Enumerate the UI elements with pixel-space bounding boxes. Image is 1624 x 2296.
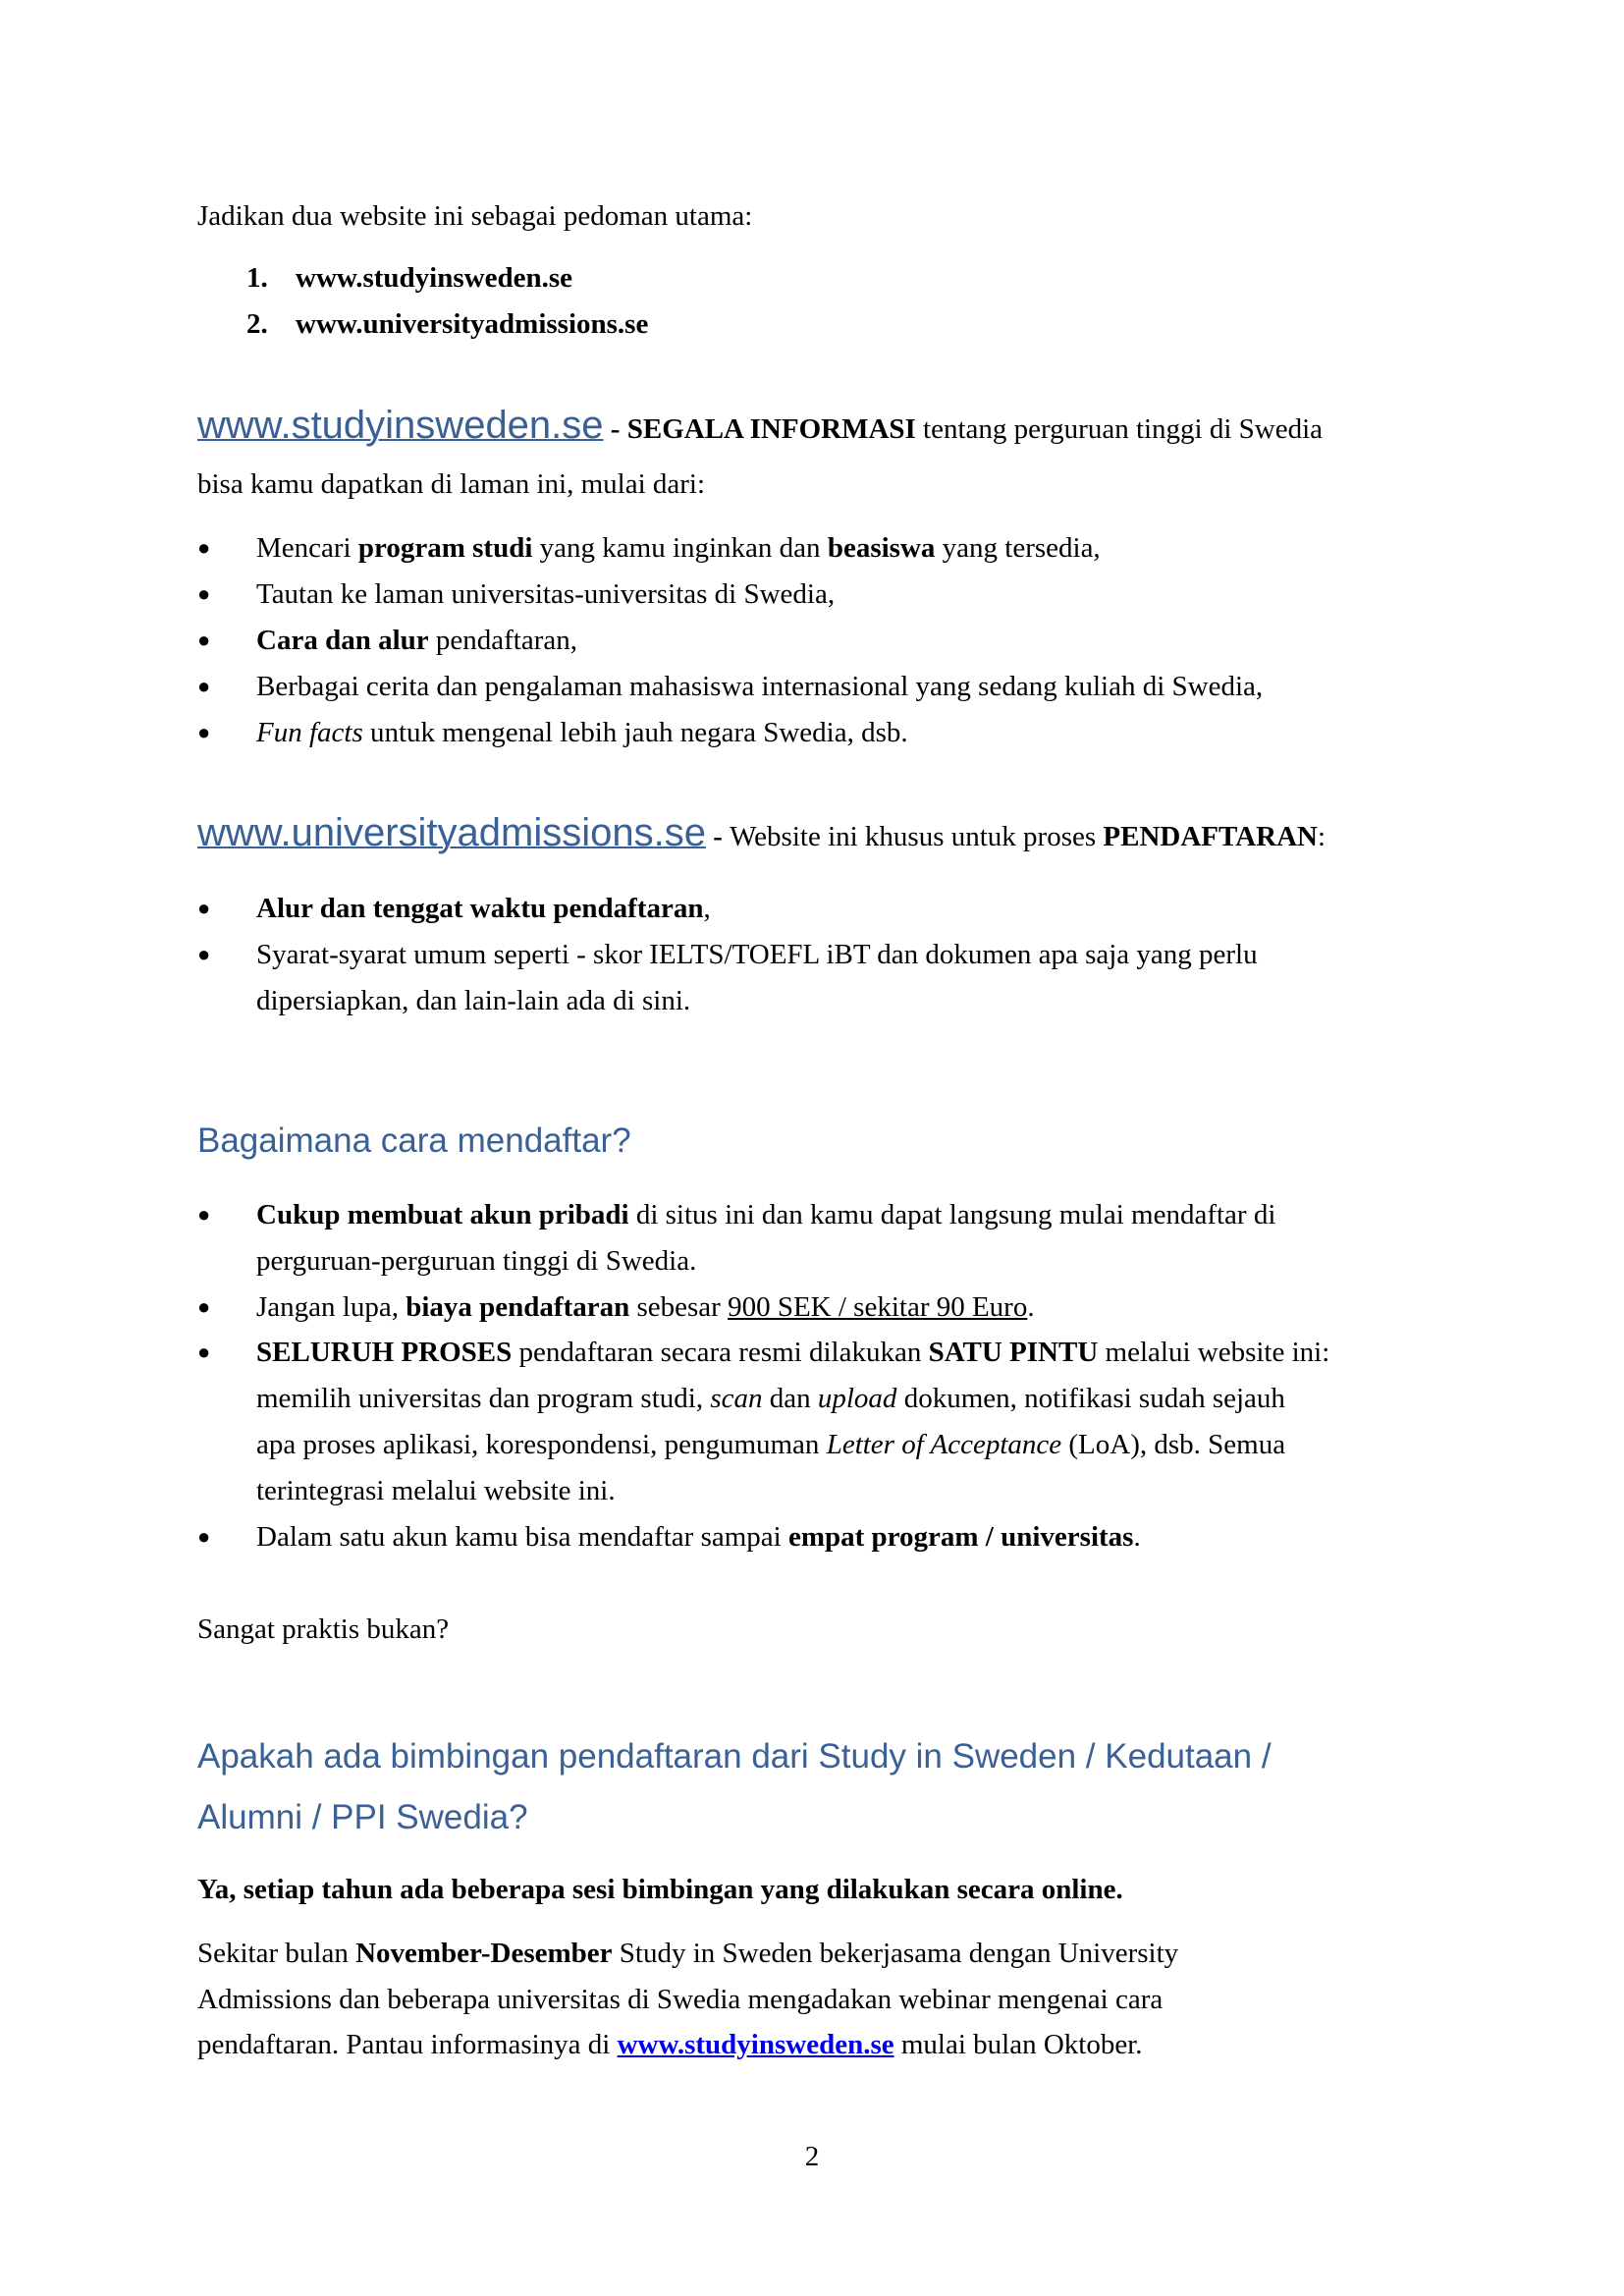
text-run: 900 SEK / sekitar 90 Euro [728,1290,1028,1323]
text-run: SEGALA INFORMASI [626,413,916,445]
bullet-icon: ● [197,942,211,966]
text-run: . [1133,1520,1141,1553]
bullet-item [256,1287,1035,1327]
text-run: (LoA), dsb. Semua [1061,1429,1286,1460]
website-link[interactable]: www.studyinsweden.se [197,404,604,447]
bullet-icon: ● [197,1523,211,1549]
text-run: apa proses aplikasi, korespondensi, pengumuman [256,1429,827,1460]
text-run: SELURUH PROSES [256,1337,513,1369]
text-run: : [1317,821,1326,852]
text-run: Sekitar bulan [197,1938,356,1969]
text-run: sebesar [629,1290,729,1323]
bullet-item [256,1517,1141,1557]
text-run: Syarat-syarat umum seperti - skor IELTS/TOEFL iBT dan dokumen apa saja yang perlu [256,939,1258,970]
list-number: 1. [246,262,268,294]
text-run: www.universityadmissions.se [296,308,649,340]
text-run: mulai bulan Oktober. [893,2029,1143,2060]
text-run: Ya, setiap tahun ada beberapa sesi bimbingan yang dilakukan secara online. [197,1874,1123,1905]
numbered-item [296,304,648,344]
bullet-item [256,935,1258,974]
heading-how-to-apply: Bagaimana cara mendaftar? [197,1121,631,1160]
text-run: dokumen, notifikasi sudah sejauh [896,1383,1285,1415]
bullet-item [256,1241,696,1281]
text-run: www.studyinsweden.se [296,262,572,294]
text-run: terintegrasi melalui website ini. [256,1474,616,1506]
text-run: Letter of Acceptance [826,1429,1062,1460]
heading-guidance-line-1: Apakah ada bimbingan pendaftaran dari Study in Sweden / Kedutaan / [197,1737,1272,1776]
text-run: Website ini khusus untuk proses [730,821,1104,852]
text-run: - [705,821,731,852]
text-run: program studi [357,532,533,564]
text-run: dipersiapkan, dan lain-lain ada di sini. [256,985,691,1016]
text-run: Alur dan tenggat waktu pendaftaran [256,893,704,924]
intro-text [197,196,752,236]
text-run: memilih universitas dan program studi, [256,1383,711,1415]
text-run: , [703,893,711,924]
text-run: empat program / universitas [787,1520,1134,1553]
bullet-item [256,981,690,1020]
text-run: SATU PINTU [928,1337,1099,1369]
heading-guidance-line-2: Alumni / PPI Swedia? [197,1798,528,1836]
page-number: 2 [804,2141,820,2172]
website-link[interactable]: www.studyinsweden.se [617,2029,894,2060]
bullet-item [256,1379,1285,1418]
text-run: di situs ini dan kamu dapat langsung mulai mendaftar di [628,1199,1276,1230]
text-run: Mencari [256,532,358,564]
text-run: Jangan lupa, [256,1290,406,1323]
text-run: November-Desember [355,1938,613,1969]
text-run: bisa kamu dapatkan di laman ini, mulai dari: [197,468,706,500]
text-run: Admissions dan beberapa universitas di Swedia mengadakan webinar mengenai cara [197,1983,1164,2015]
bullet-icon: ● [197,674,211,698]
list-number: 2. [246,308,268,340]
text-run: Berbagai cerita dan pengalaman mahasiswa internasional yang sedang kuliah di Swedia, [256,671,1264,702]
section-studyinsweden-cont [197,465,705,504]
text-run: . [1027,1290,1035,1323]
bullet-item [256,621,577,660]
bullet-item [256,574,835,614]
bullet-icon: ● [197,1339,211,1365]
text-run: Study in Sweden bekerjasama dengan University [612,1938,1179,1969]
guidance-answer [197,1870,1123,1909]
section-universityadmissions-intro [197,813,1326,856]
bullet-item [256,713,908,752]
text-run: untuk mengenal lebih jauh negara Swedia, dsb. [362,717,908,748]
guidance-text [197,2025,1143,2064]
bullet-item [256,889,711,928]
text-run: Jadikan dua website ini sebagai pedoman utama: [197,200,753,232]
text-run: yang tersedia, [935,532,1101,564]
website-link[interactable]: www.universityadmissions.se [197,811,706,854]
text-run: dan [762,1383,818,1415]
bullet-item [256,1333,1329,1372]
text-run: scan [710,1383,763,1415]
text-run: melalui website ini: [1098,1337,1330,1369]
section-studyinsweden-intro [197,406,1323,449]
text-run: Cara dan alur [256,625,429,656]
bullet-item [256,1425,1285,1464]
text-run: - [603,413,627,445]
bullet-item [256,667,1263,706]
bullet-icon: ● [197,628,211,652]
guidance-text [197,1980,1163,2019]
bullet-icon: ● [197,535,211,560]
text-run: PENDAFTARAN [1103,821,1318,852]
text-run: pendaftaran. Pantau informasinya di [197,2029,618,2060]
bullet-item [256,528,1101,568]
bullet-icon: ● [197,1202,211,1227]
bullet-icon: ● [197,720,211,744]
closing-question [197,1610,449,1649]
text-run: perguruan-perguruan tinggi di Swedia. [256,1244,697,1277]
text-run: upload [817,1383,897,1415]
text-run: Sangat praktis bukan? [197,1613,450,1645]
bullet-item [256,1195,1275,1234]
guidance-text [197,1934,1178,1973]
text-run: Tautan ke laman universitas-universitas di Swedia, [256,578,836,610]
text-run: Fun facts [256,717,363,748]
text-run: pendaftaran secara resmi dilakukan [512,1337,929,1369]
text-run: beasiswa [827,532,936,564]
bullet-item [256,1471,616,1510]
bullet-icon: ● [197,896,211,920]
text-run: pendaftaran, [428,625,577,656]
text-run: Dalam satu akun kamu bisa mendaftar sampai [256,1520,788,1553]
text-run: yang kamu inginkan dan [532,532,828,564]
text-run: tentang perguruan tinggi di Swedia [915,413,1324,445]
text-run: biaya pendaftaran [406,1290,630,1323]
bullet-icon: ● [197,1293,211,1319]
numbered-item [296,258,572,298]
text-run: Cukup membuat akun pribadi [256,1199,629,1230]
bullet-icon: ● [197,581,211,606]
